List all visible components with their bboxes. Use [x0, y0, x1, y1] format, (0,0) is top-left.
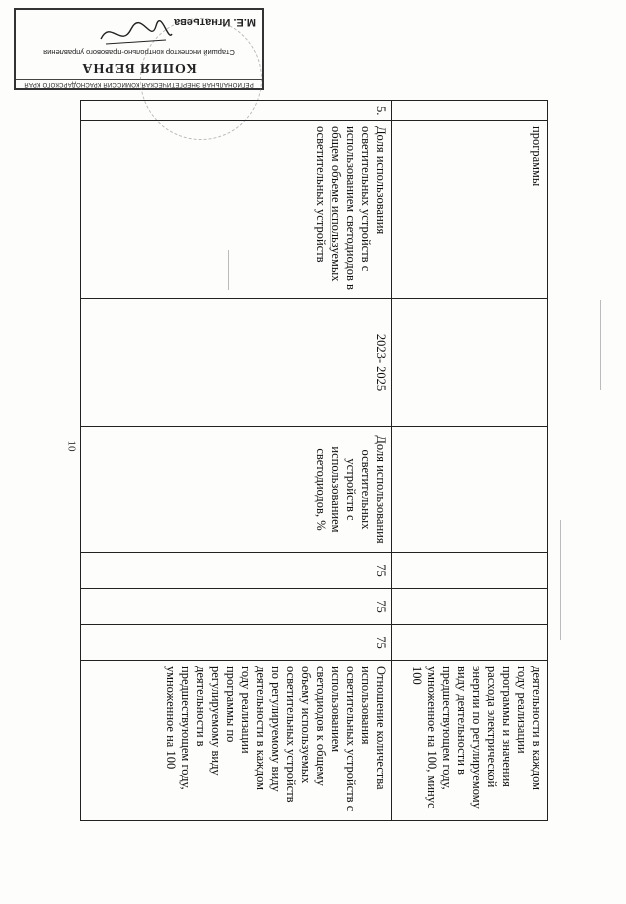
cell-period: 2023- 2025 — [81, 299, 392, 427]
stamp-name: М.Е. Игнатьева — [174, 16, 256, 28]
cell-indicator-empty — [392, 427, 548, 553]
cell-value-year-1: 75 — [81, 553, 392, 589]
cell-value-year-3: 75 — [81, 625, 392, 661]
cell-measure-name: Доля использования осветительных устройств с использованием светодиодов в общем объеме используемых осветительных устройств — [81, 121, 392, 299]
scan-artifact — [600, 300, 601, 390]
cell-program-name: программы — [392, 121, 548, 299]
cell-row-number: 5. — [81, 101, 392, 121]
table-row-5 — [81, 101, 392, 821]
stamp-organization: РЕГИОНАЛЬНАЯ ЭНЕРГЕТИЧЕСКАЯ КОМИССИЯ КРАСНОДАРСКОГО КРАЯ — [16, 79, 262, 88]
cell-indicator: Доля использования осветительных устройств с использованием светодиодов, % — [81, 427, 392, 553]
program-indicators-table — [80, 100, 548, 821]
cell-value-empty — [392, 625, 548, 661]
cell-number-empty — [392, 101, 548, 121]
scan-artifact — [560, 520, 561, 640]
stamp-title: КОПИЯ ВЕРНА — [81, 60, 197, 75]
stamp-role: Старший инспектор контрольно-правового управления — [43, 48, 235, 57]
cell-value-empty — [392, 589, 548, 625]
page-number: 10 — [65, 440, 78, 452]
signature — [96, 14, 176, 54]
cell-description: деятельности в каждом году реализации программы и значения расхода электрической энергии по регулируемому виду деятельности в предшествующем году, умноженное на 100, минус 100 — [392, 661, 548, 821]
table-row-continuation — [392, 101, 548, 821]
cell-period-empty — [392, 299, 548, 427]
cell-value-year-2: 75 — [81, 589, 392, 625]
rotated-table-wrapper — [80, 100, 548, 820]
cell-description: Отношение количества использования осветительных устройств с использованием светодиодов к общему объему используемых осветительных устройств по регулируемому виду деятельности в каждом году реализации программы по регулируемому виду деятельности в предшествующем году, умноженное на 100 — [81, 661, 392, 821]
cell-value-empty — [392, 553, 548, 589]
